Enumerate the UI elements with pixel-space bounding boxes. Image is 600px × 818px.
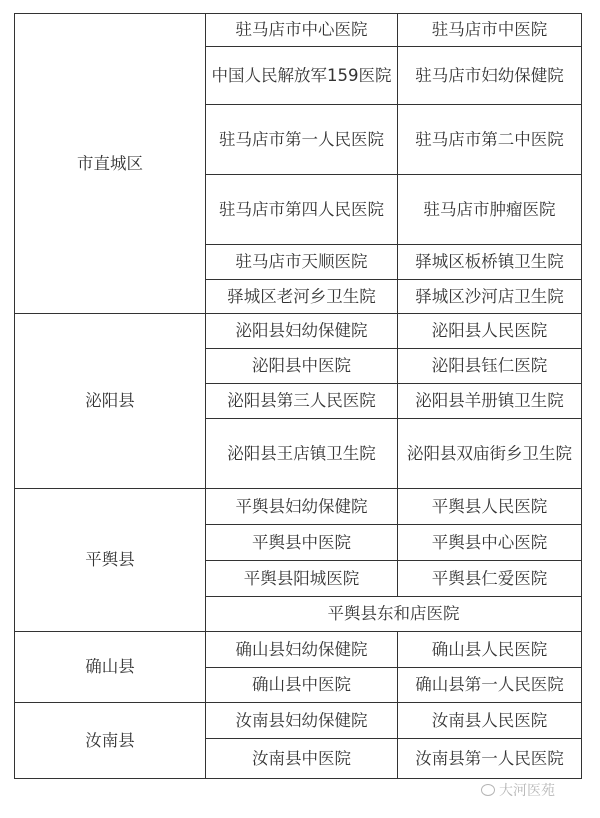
hospital-cell: 平舆县中心医院 xyxy=(398,525,582,561)
hospital-cell: 汝南县第一人民医院 xyxy=(398,739,582,779)
hospital-cell: 泌阳县中医院 xyxy=(206,349,398,384)
hospital-cell: 驻马店市天顺医院 xyxy=(206,245,398,280)
hospital-cell: 驿城区沙河店卫生院 xyxy=(398,280,582,314)
hospital-cell: 平舆县妇幼保健院 xyxy=(206,489,398,525)
hospital-cell: 驻马店市肿瘤医院 xyxy=(398,175,582,245)
hospital-cell: 平舆县东和店医院 xyxy=(206,597,582,632)
region-cell: 汝南县 xyxy=(15,703,206,779)
region-cell: 平舆县 xyxy=(15,489,206,632)
hospital-cell: 确山县妇幼保健院 xyxy=(206,632,398,668)
hospital-cell: 泌阳县双庙街乡卫生院 xyxy=(398,419,582,489)
chat-bubble-icon xyxy=(481,784,495,796)
hospital-cell: 泌阳县王店镇卫生院 xyxy=(206,419,398,489)
hospital-cell: 驿城区老河乡卫生院 xyxy=(206,280,398,314)
table-body xyxy=(15,14,582,779)
hospital-cell: 驻马店市中心医院 xyxy=(206,14,398,47)
table-row xyxy=(15,632,582,668)
region-cell: 市直城区 xyxy=(15,14,206,314)
hospital-cell: 汝南县人民医院 xyxy=(398,703,582,739)
table-row xyxy=(15,703,582,739)
hospital-cell: 汝南县中医院 xyxy=(206,739,398,779)
hospital-cell: 驻马店市第二中医院 xyxy=(398,105,582,175)
hospital-cell: 泌阳县第三人民医院 xyxy=(206,384,398,419)
hospital-cell: 驻马店市第一人民医院 xyxy=(206,105,398,175)
hospital-cell: 泌阳县人民医院 xyxy=(398,314,582,349)
hospital-cell: 确山县第一人民医院 xyxy=(398,668,582,703)
watermark-text: 大河医苑 xyxy=(499,783,555,799)
hospital-cell: 平舆县阳城医院 xyxy=(206,561,398,597)
hospital-cell: 汝南县妇幼保健院 xyxy=(206,703,398,739)
hospital-cell: 驻马店市妇幼保健院 xyxy=(398,47,582,105)
hospital-cell: 驻马店市中医院 xyxy=(398,14,582,47)
table-row xyxy=(15,14,582,47)
hospital-cell: 确山县中医院 xyxy=(206,668,398,703)
hospital-cell: 泌阳县妇幼保健院 xyxy=(206,314,398,349)
watermark xyxy=(481,780,555,800)
hospital-cell: 泌阳县钰仁医院 xyxy=(398,349,582,384)
hospital-cell: 确山县人民医院 xyxy=(398,632,582,668)
hospital-cell: 中国人民解放军159医院 xyxy=(206,47,398,105)
hospital-table xyxy=(14,13,582,779)
hospital-cell: 平舆县仁爱医院 xyxy=(398,561,582,597)
table-row xyxy=(15,314,582,349)
region-cell: 泌阳县 xyxy=(15,314,206,489)
hospital-cell: 泌阳县羊册镇卫生院 xyxy=(398,384,582,419)
hospital-cell: 平舆县人民医院 xyxy=(398,489,582,525)
table-row xyxy=(15,489,582,525)
hospital-cell: 驿城区板桥镇卫生院 xyxy=(398,245,582,280)
hospital-cell: 驻马店市第四人民医院 xyxy=(206,175,398,245)
hospital-cell: 平舆县中医院 xyxy=(206,525,398,561)
region-cell: 确山县 xyxy=(15,632,206,703)
